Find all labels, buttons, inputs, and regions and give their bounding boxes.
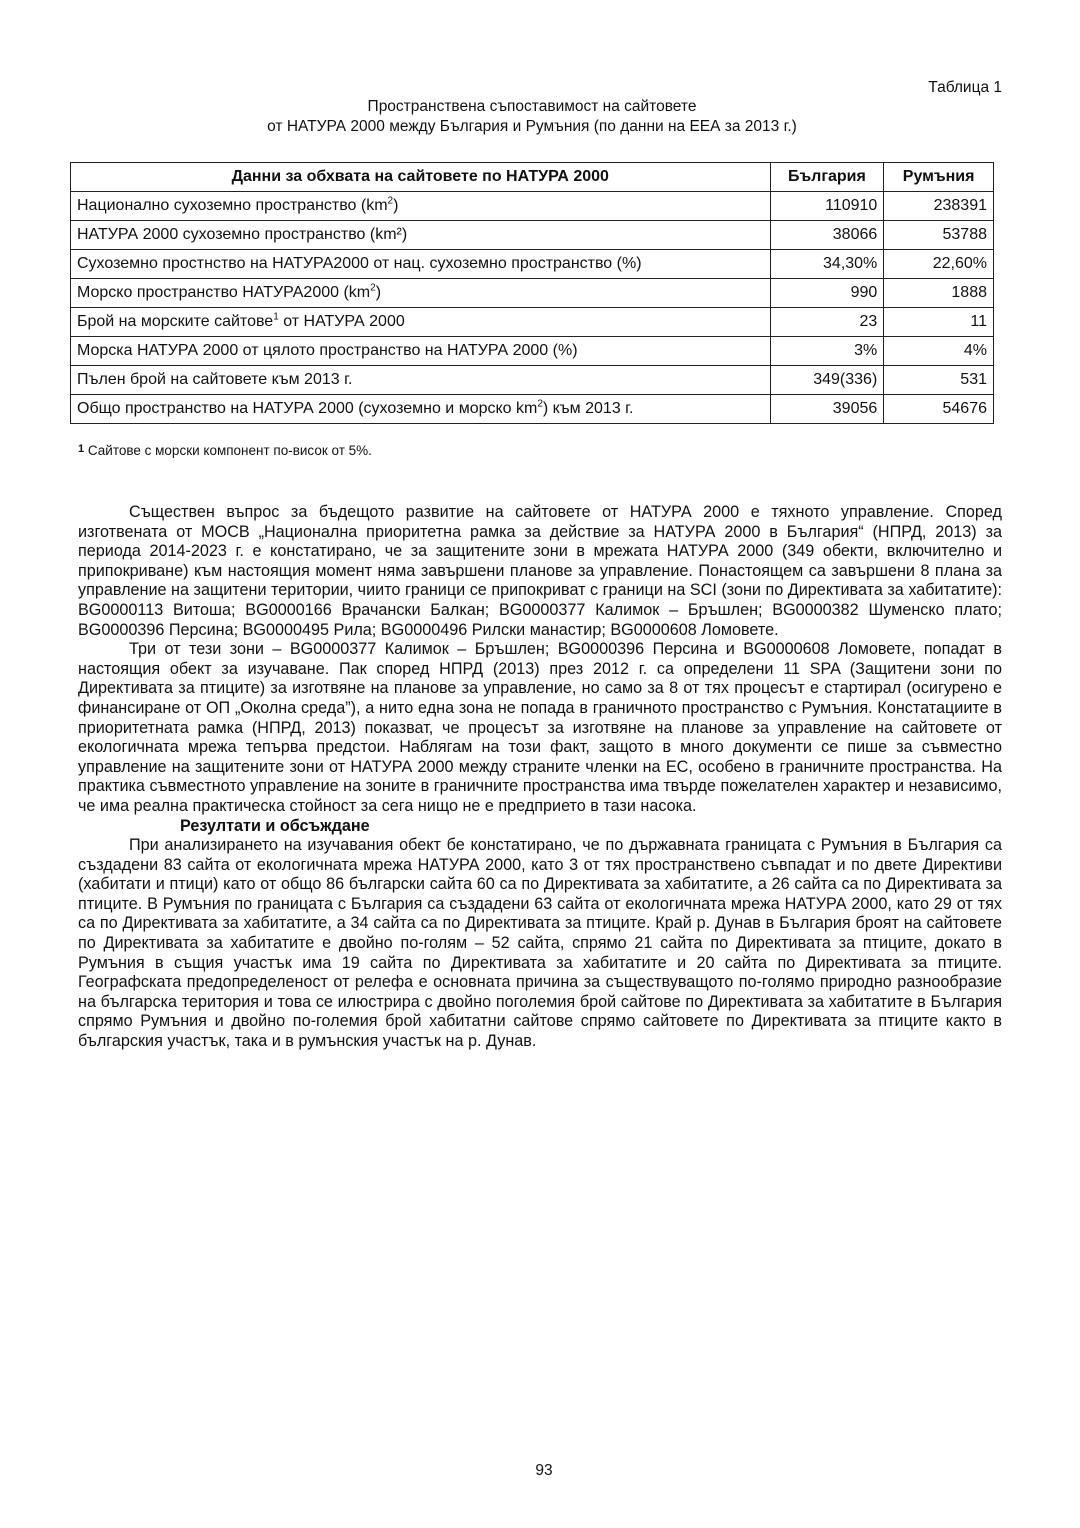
bulgaria-value: 23 bbox=[770, 308, 884, 337]
row-label: Брой на морските сайтове$^1$ от НАТУРА 2000 bbox=[71, 308, 771, 337]
row-label: НАТУРА 2000 сухоземно пространство (km²) bbox=[71, 221, 771, 250]
row-label: Морска НАТУРА 2000 от цялото пространство на НАТУРА 2000 (%) bbox=[71, 337, 771, 366]
header-romania-column: Румъния bbox=[884, 163, 994, 192]
table-row bbox=[71, 221, 994, 250]
table-row bbox=[71, 192, 994, 221]
footnote-text: Сайтове с морски компонент по-висок от 5%. bbox=[84, 443, 372, 458]
romania-value: 4% bbox=[884, 337, 994, 366]
table-row bbox=[71, 250, 994, 279]
paragraph: Съществен въпрос за бъдещото развитие на сайтовете от НАТУРА 2000 е тяхното управление. Според изготвената от МОСВ „Национална приоритетна рамка за действие за НАТУРА 2000 в България“ (НПРД, 2013) за периода 2014-2023 г. е констатирано, че за защитените зони в мрежата НАТУРА 2000 (349 обекти, включително и припокриване) към настоящия момент няма завършени планове за управление. Понастоящем са завършени 8 плана за управление на защитени територии, чиито граници се припокриват с граници на SCI (зони по Директивата за хабитатите): BG0000113 Витоша; BG0000166 Врачански Балкан; BG0000377 Калимок – Бръшлен; BG0000382 Шуменско плато; BG0000396 Персина; BG0000495 Рила; BG0000496 Рилски манастир; BG0000608 Ломовете. bbox=[78, 503, 1002, 639]
table-row bbox=[71, 366, 994, 395]
romania-value: 53788 bbox=[884, 221, 994, 250]
romania-value: 11 bbox=[884, 308, 994, 337]
romania-value: 22,60% bbox=[884, 250, 994, 279]
table-header-row bbox=[71, 163, 994, 192]
paragraph: При анализирането на изучавания обект бе констатирано, че по държавната границата с Румъния в България са създадени 83 сайта от екологичната мрежа НАТУРА 2000, като 3 от тях пространствено съвпадат и по двете Директиви (хабитати и птици) като от общо 86 български сайта 60 са по Директивата за хабитатите, а 26 сайта са по Директивата за птиците. В Румъния по границата с България са създадени 63 сайта от екологичната мрежа НАТУРА 2000, като 29 от тях са по Директивата за хабитатите, а 34 сайта са по Директивата за птиците. Край р. Дунав в България броят на сайтовете по Директивата за хабитатите е двойно по-голям – 52 сайта, спрямо 21 сайта по Директивата за птиците, докато в Румъния в същия участък има 19 сайта по Директивата за хабитатите и 20 сайта по Директивата за птиците. Географската предопределеност от релефа е основната причина за съществуващото по-голямо природно разнообразие на българска територия и това се илюстрира с двойно поголемия брой сайтове по Директивата за хабитатите в България спрямо Румъния и двойно по-големия брой хабитатни сайтове спрямо сайтовете по Директивата за птиците както в българския участък, така и в румънския участък на р. Дунав. bbox=[78, 836, 1002, 1051]
caption-line-2: от НАТУРА 2000 между България и Румъния (по данни на ЕЕА за 2013 г.) bbox=[267, 118, 797, 135]
table-row bbox=[71, 308, 994, 337]
row-label: Пълен брой на сайтовете към 2013 г. bbox=[71, 366, 771, 395]
romania-value: 238391 bbox=[884, 192, 994, 221]
header-bulgaria-column: България bbox=[770, 163, 884, 192]
bulgaria-value: 34,30% bbox=[770, 250, 884, 279]
table-label: Таблица 1 bbox=[928, 79, 1002, 96]
natura-data-table bbox=[70, 162, 994, 424]
bulgaria-value: 38066 bbox=[770, 221, 884, 250]
row-label: Общо пространство на НАТУРА 2000 (сухоземно и морско $km^2$) към 2013 г. bbox=[71, 395, 771, 424]
section-heading: Резултати и обсъждане bbox=[180, 816, 370, 835]
row-label: Национално сухоземно пространство $(km^2)$ bbox=[71, 192, 771, 221]
caption-line-1: Пространствена съпоставимост на сайтовете bbox=[367, 98, 697, 115]
footnote-marker: 1 bbox=[78, 443, 85, 455]
body-text bbox=[78, 503, 1002, 1052]
bulgaria-value: 990 bbox=[770, 279, 884, 308]
bulgaria-value: 39056 bbox=[770, 395, 884, 424]
romania-value: 531 bbox=[884, 366, 994, 395]
bulgaria-value: 3% bbox=[770, 337, 884, 366]
romania-value: 54676 bbox=[884, 395, 994, 424]
table-caption bbox=[70, 97, 994, 137]
row-label: Морско пространство НАТУРА2000 $(km^2)$ bbox=[71, 279, 771, 308]
table-row bbox=[71, 279, 994, 308]
table-row bbox=[71, 337, 994, 366]
table-row bbox=[71, 395, 994, 424]
table-footnote bbox=[78, 440, 372, 460]
header-data-column: Данни за обхвата на сайтовете по НАТУРА 2000 bbox=[71, 163, 771, 192]
bulgaria-value: 110910 bbox=[770, 192, 884, 221]
page-number: 93 bbox=[535, 1462, 553, 1479]
row-label: Сухоземно простнство на НАТУРА2000 от нац. сухоземно пространство (%) bbox=[71, 250, 771, 279]
paragraph: Три от тези зони – BG0000377 Калимок – Бръшлен; BG0000396 Персина и BG0000608 Ломовете, попадат в настоящия обект за изучаване. Пак според НПРД (2013) през 2012 г. са определени 11 SPA (Защитени зони по Директивата за птиците) за изготвяне на планове за управление, но само за 8 от тях процесът е стартирал (осигурено е финансиране от ОП „Околна среда”), а нито една зона не попада в граничното пространство с Румъния. Констатациите в приоритетната рамка (НПРД, 2013) показват, че процесът за изготвяне на планове за управление на сайтовете от екологичната мрежа тепърва предстои. Наблягам на този факт, защото в много документи се пише за съвместно управление на защитените зони от НАТУРА 2000 между страните членки на ЕС, особено в граничните пространства. На практика съвместното управление на зоните в граничните пространства има твърде пожелателен характер и независимо, че има реална практическа стойност за сега нищо не е предприето в тази насока. bbox=[78, 640, 1002, 815]
romania-value: 1888 bbox=[884, 279, 994, 308]
bulgaria-value: 349(336) bbox=[770, 366, 884, 395]
